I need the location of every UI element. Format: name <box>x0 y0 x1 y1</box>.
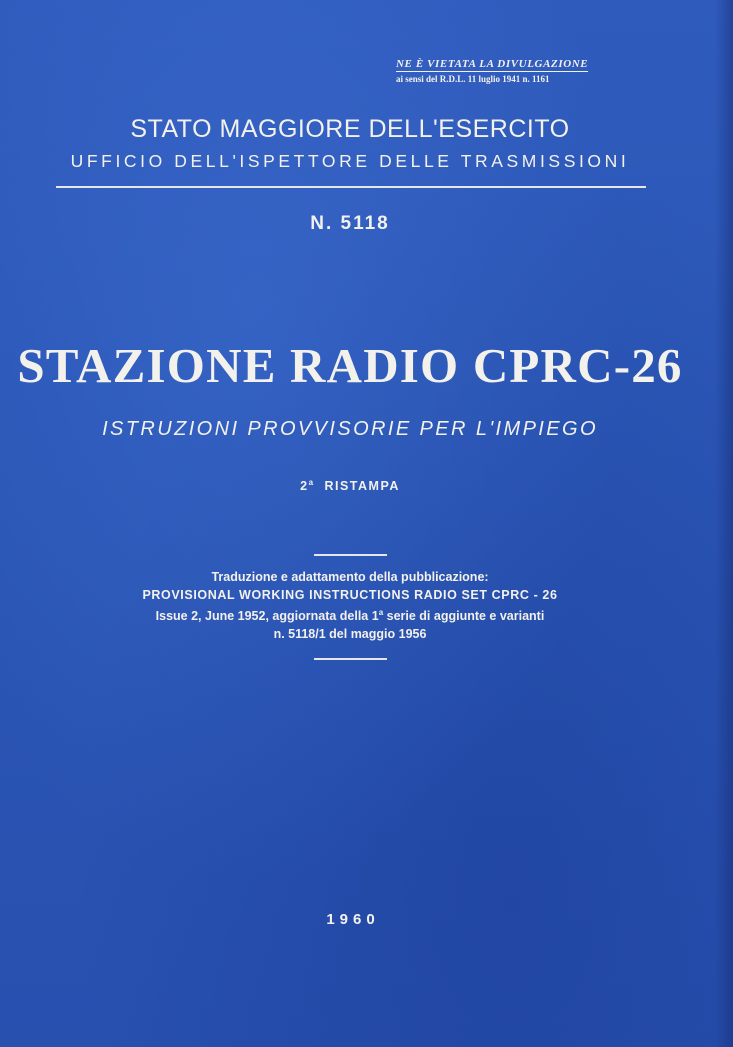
classification-notice-main: NE È VIETATA LA DIVULGAZIONE <box>396 58 589 70</box>
translation-note <box>0 569 700 643</box>
translation-divider-top <box>314 554 387 556</box>
reprint-text: RISTAMPA <box>324 479 400 493</box>
translation-line-3-end: serie di aggiunte e varianti <box>383 609 545 623</box>
translation-line-1: Traduzione e adattamento della pubblicazione: <box>211 570 489 584</box>
translation-line-3 <box>0 604 700 626</box>
translation-line-4: n. 5118/1 del maggio 1956 <box>273 626 427 641</box>
translation-line-3-superscript: a <box>378 608 384 617</box>
translation-line-3-start: Issue 2, June 1952, aggiornata della 1 <box>155 609 379 623</box>
header-divider <box>56 186 646 188</box>
organization-name: STATO MAGGIORE DELL'ESERCITO <box>130 115 570 143</box>
reprint-ordinal-suffix: a <box>308 478 315 487</box>
translation-divider-bottom <box>314 658 387 660</box>
publication-year: 1960 <box>326 911 380 928</box>
translation-line-2: PROVISIONAL WORKING INSTRUCTIONS RADIO SET CPRC - 26 <box>142 587 558 602</box>
reprint-ordinal: 2 <box>300 479 309 493</box>
document-subtitle: ISTRUZIONI PROVVISORIE PER L'IMPIEGO <box>102 418 598 440</box>
classification-notice-legal-ref: ai sensi del R.D.L. 11 luglio 1941 n. 1161 <box>396 74 550 84</box>
document-title: STAZIONE RADIO CPRC-26 <box>17 338 683 393</box>
document-number: N. 5118 <box>310 213 390 234</box>
organization-office: UFFICIO DELL'ISPETTORE DELLE TRASMISSIONI <box>70 151 630 171</box>
classification-notice <box>396 54 646 84</box>
page-edge-shadow <box>715 0 733 1047</box>
reprint-label <box>0 478 700 493</box>
